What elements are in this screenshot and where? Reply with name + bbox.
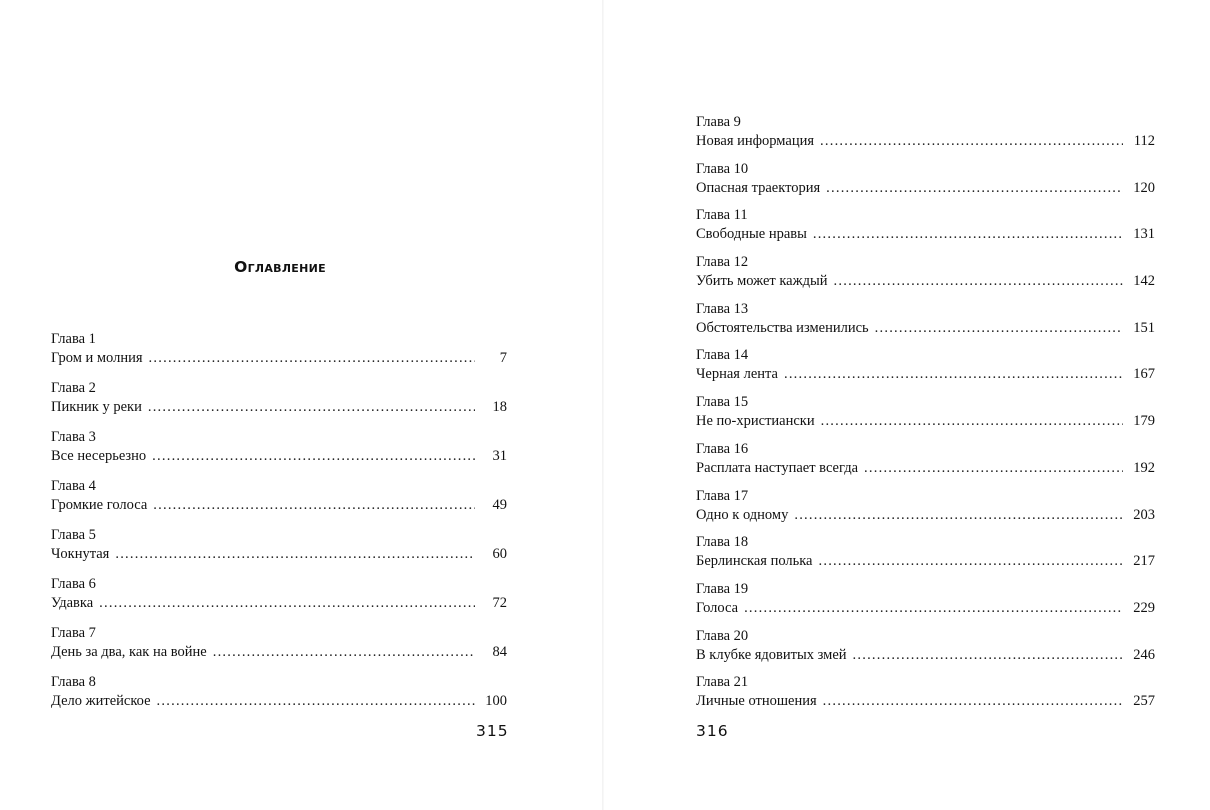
chapter-title: Черная лента: [696, 366, 778, 383]
left-page: [0, 0, 603, 810]
chapter-line: [696, 692, 1155, 711]
chapter-line: [51, 447, 507, 466]
dot-leader: [819, 552, 1124, 571]
chapter-page-number: 229: [1133, 599, 1155, 616]
chapter-page-number: 120: [1133, 179, 1155, 196]
toc-entry: [696, 673, 1155, 720]
chapter-label: Глава 3: [51, 429, 96, 445]
chapter-page-number: 49: [492, 497, 507, 513]
chapter-label: Глава 2: [51, 380, 96, 396]
chapter-line: [51, 594, 507, 613]
chapter-line: [696, 365, 1155, 384]
chapter-page-number: 112: [1133, 133, 1155, 149]
chapter-page-number: 131: [1133, 226, 1155, 243]
dot-leader: [148, 398, 475, 417]
chapter-page-number: 84: [492, 644, 507, 660]
dot-leader: [834, 272, 1123, 291]
dot-leader: [784, 365, 1123, 384]
dot-leader: [820, 132, 1123, 151]
dot-leader: [821, 412, 1123, 431]
page-number-left: 315: [476, 722, 509, 740]
chapter-label: Глава 7: [51, 625, 96, 641]
chapter-page-number: 18: [492, 399, 507, 415]
dot-leader: [813, 225, 1123, 244]
chapter-line: [696, 646, 1155, 665]
toc-entry: [696, 533, 1155, 580]
chapter-line: [51, 545, 507, 564]
chapter-line: [696, 319, 1155, 338]
chapter-page-number: 7: [499, 350, 507, 366]
chapter-line: [696, 412, 1155, 431]
chapter-line: [696, 552, 1155, 571]
page-number-right: 316: [696, 722, 729, 740]
chapter-title: Не по-христиански: [696, 413, 815, 430]
chapter-label: Глава 12: [696, 254, 749, 271]
chapter-label: Глава 19: [696, 580, 749, 597]
toc-entry: [51, 526, 507, 575]
toc-list-right: [696, 113, 1155, 720]
chapter-page-number: 142: [1133, 273, 1155, 290]
chapter-label: Глава 14: [696, 347, 749, 364]
dot-leader: [153, 496, 475, 515]
toc-entry: [696, 440, 1155, 487]
chapter-title: Громкие голоса: [51, 497, 148, 513]
chapter-title: Новая информация: [696, 133, 815, 149]
chapter-line: [51, 398, 507, 417]
chapter-title: Голоса: [696, 599, 739, 616]
chapter-page-number: 167: [1133, 366, 1155, 383]
toc-entry: [51, 428, 507, 477]
chapter-label: Глава 16: [696, 440, 749, 457]
toc-entry: [696, 113, 1155, 160]
chapter-title: Все несерьезно: [51, 448, 147, 464]
chapter-label: Глава 18: [696, 534, 749, 551]
toc-title: Оглавление: [234, 258, 326, 276]
chapter-page-number: 72: [492, 595, 507, 611]
toc-entry: [51, 379, 507, 428]
toc-list-left: [51, 330, 507, 722]
chapter-page-number: 31: [492, 448, 507, 464]
chapter-title: Расплата наступает всегда: [696, 459, 859, 476]
dot-leader: [149, 349, 475, 368]
chapter-label: Глава 4: [51, 478, 96, 494]
dot-leader: [853, 646, 1123, 665]
toc-entry: [51, 673, 507, 722]
dot-leader: [152, 447, 475, 466]
toc-entry: [696, 487, 1155, 534]
chapter-page-number: 151: [1133, 319, 1155, 336]
dot-leader: [115, 545, 475, 564]
toc-entry: [51, 477, 507, 526]
chapter-page-number: 60: [492, 546, 507, 562]
toc-entry: [696, 627, 1155, 674]
dot-leader: [99, 594, 475, 613]
chapter-page-number: 257: [1133, 693, 1155, 710]
toc-entry: [696, 206, 1155, 253]
toc-entry: [51, 575, 507, 624]
chapter-label: Глава 13: [696, 300, 749, 317]
chapter-title: Берлинская полька: [696, 553, 813, 570]
chapter-title: Гром и молния: [51, 350, 143, 366]
dot-leader: [864, 459, 1123, 478]
chapter-title: Свободные нравы: [696, 226, 807, 243]
dot-leader: [875, 319, 1123, 338]
chapter-line: [51, 692, 507, 711]
chapter-title: Одно к одному: [696, 506, 789, 523]
chapter-page-number: 192: [1133, 459, 1155, 476]
chapter-line: [696, 225, 1155, 244]
chapter-label: Глава 10: [696, 160, 749, 177]
chapter-line: [51, 349, 507, 368]
toc-entry: [696, 253, 1155, 300]
chapter-page-number: 179: [1133, 413, 1155, 430]
chapter-label: Глава 8: [51, 674, 96, 690]
chapter-title: Удавка: [51, 595, 94, 611]
toc-entry: [696, 160, 1155, 207]
chapter-title: Опасная траектория: [696, 179, 821, 196]
chapter-line: [696, 506, 1155, 525]
chapter-line: [696, 272, 1155, 291]
dot-leader: [826, 179, 1123, 198]
chapter-page-number: 100: [485, 693, 507, 709]
chapter-line: [696, 179, 1155, 198]
chapter-title: Убить может каждый: [696, 273, 828, 290]
chapter-title: Личные отношения: [696, 693, 817, 710]
chapter-page-number: 217: [1133, 553, 1155, 570]
dot-leader: [744, 599, 1123, 618]
chapter-label: Глава 20: [696, 627, 749, 644]
chapter-label: Глава 15: [696, 394, 749, 411]
toc-entry: [51, 624, 507, 673]
chapter-label: Глава 17: [696, 487, 749, 504]
toc-entry: [696, 300, 1155, 347]
dot-leader: [823, 692, 1123, 711]
toc-entry: [696, 580, 1155, 627]
chapter-label: Глава 21: [696, 674, 749, 691]
chapter-label: Глава 5: [51, 527, 96, 543]
chapter-line: [51, 643, 507, 662]
chapter-title: Пикник у реки: [51, 399, 142, 415]
chapter-label: Глава 9: [696, 114, 741, 130]
dot-leader: [157, 692, 475, 711]
right-page: [604, 0, 1210, 810]
chapter-label: Глава 6: [51, 576, 96, 592]
chapter-label: Глава 11: [696, 207, 748, 224]
chapter-line: [696, 132, 1155, 151]
toc-entry: [696, 393, 1155, 440]
chapter-page-number: 246: [1133, 646, 1155, 663]
chapter-line: [51, 496, 507, 515]
dot-leader: [213, 643, 475, 662]
chapter-title: Дело житейское: [51, 693, 151, 709]
chapter-title: Чокнутая: [51, 546, 110, 562]
chapter-title: Обстоятельства изменились: [696, 319, 869, 336]
chapter-line: [696, 599, 1155, 618]
chapter-page-number: 203: [1133, 506, 1155, 523]
chapter-label: Глава 1: [51, 331, 96, 347]
toc-entry: [696, 346, 1155, 393]
toc-entry: [51, 330, 507, 379]
dot-leader: [794, 506, 1123, 525]
chapter-line: [696, 459, 1155, 478]
chapter-title: День за два, как на войне: [51, 644, 207, 660]
chapter-title: В клубке ядовитых змей: [696, 646, 847, 663]
